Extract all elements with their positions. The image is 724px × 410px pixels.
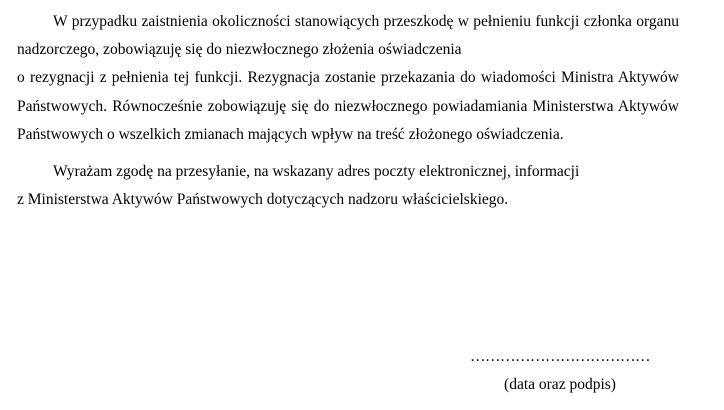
resignation-paragraph: W przypadku zaistnienia okoliczności stanowiących przeszkodę w pełnieniu funkcji członka organu nadzorczego, zobowiązuję się do niezwłocznego złożenia oświadczenia o rezygnacji z pełnienia tej funkcji. Rezygnacja zostanie przekazania do wiadomości Ministra Aktywów Państwowych. Równocześnie zobowiązuję się do niezwłocznego powiadamiania Ministerstwa Aktywów Państwowych o wszelkich zmianach mających wpływ na treść złożonego oświadczenia. <box>17 13 679 143</box>
document-body <box>17 8 679 214</box>
signature-line: ……………………………… <box>470 348 650 365</box>
signature-caption: (data oraz podpis) <box>504 376 616 393</box>
signature-block <box>440 343 680 399</box>
consent-paragraph: Wyrażam zgodę na przesyłanie, na wskazany adres poczty elektronicznej, informacji z Ministerstwa Aktywów Państwowych dotyczących nadzoru właścicielskiego. <box>17 163 580 209</box>
